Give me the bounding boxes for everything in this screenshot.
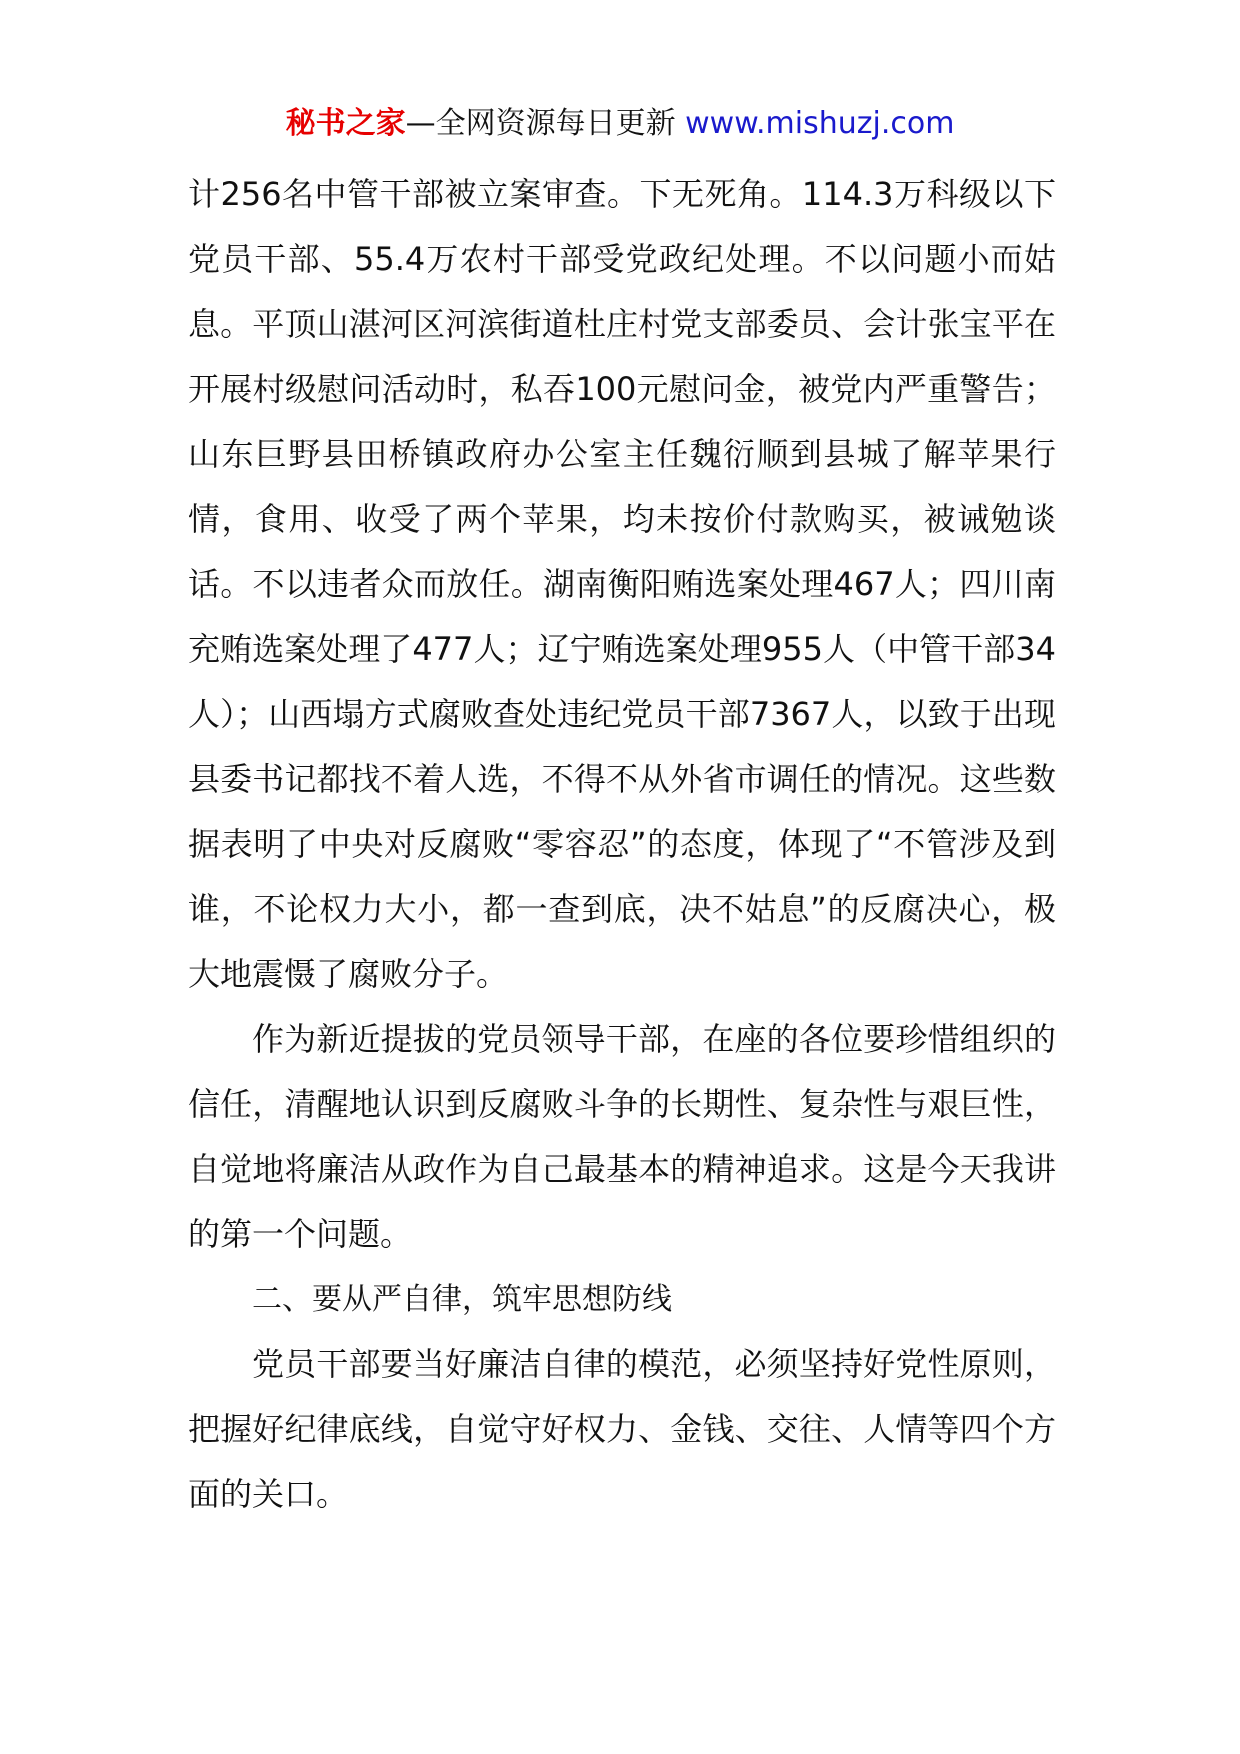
header-tagline: —全网资源每日更新 bbox=[405, 106, 676, 141]
site-header bbox=[0, 104, 1240, 144]
brand-name: 秘书之家 bbox=[285, 106, 406, 141]
site-url[interactable]: www.mishuzj.com bbox=[685, 106, 955, 141]
paragraph-continued: 计256名中管干部被立案审查。下无死角。114.3万科级以下党员干部、55.4万农村干部受党政纪处理。不以问题小而姑息。平顶山湛河区河滨街道杜庄村党支部委员、会计张宝平在开展村级慰问活动时，私吞100元慰问金，被党内严重警告；山东巨野县田桥镇政府办公室主任魏衍顺到县城了解苹果行情，食用、收受了两个苹果，均未按价付款购买，被诫勉谈话。不以违者众而放任。湖南衡阳贿选案处理467人；四川南充贿选案处理了477人；辽宁贿选案处理955人（中管干部34人）；山西塌方式腐败查处违纪党员干部7367人，以致于出现县委书记都找不着人选，不得不从外省市调任的情况。这些数据表明了中央对反腐败“零容忍”的态度，体现了“不管涉及到谁，不论权力大小，都一查到底，决不姑息”的反腐决心，极大地震慑了腐败分子。 bbox=[188, 175, 1056, 993]
document-body bbox=[188, 162, 1056, 1527]
paragraph: 党员干部要当好廉洁自律的模范，必须坚持好党性原则，把握好纪律底线，自觉守好权力、金钱、交往、人情等四个方面的关口。 bbox=[188, 1345, 1056, 1513]
section-heading: 二、要从严自律，筑牢思想防线 bbox=[252, 1282, 672, 1317]
paragraph: 作为新近提拔的党员领导干部，在座的各位要珍惜组织的信任，清醒地认识到反腐败斗争的长期性、复杂性与艰巨性，自觉地将廉洁从政作为自己最基本的精神追求。这是今天我讲的第一个问题。 bbox=[188, 1020, 1056, 1253]
